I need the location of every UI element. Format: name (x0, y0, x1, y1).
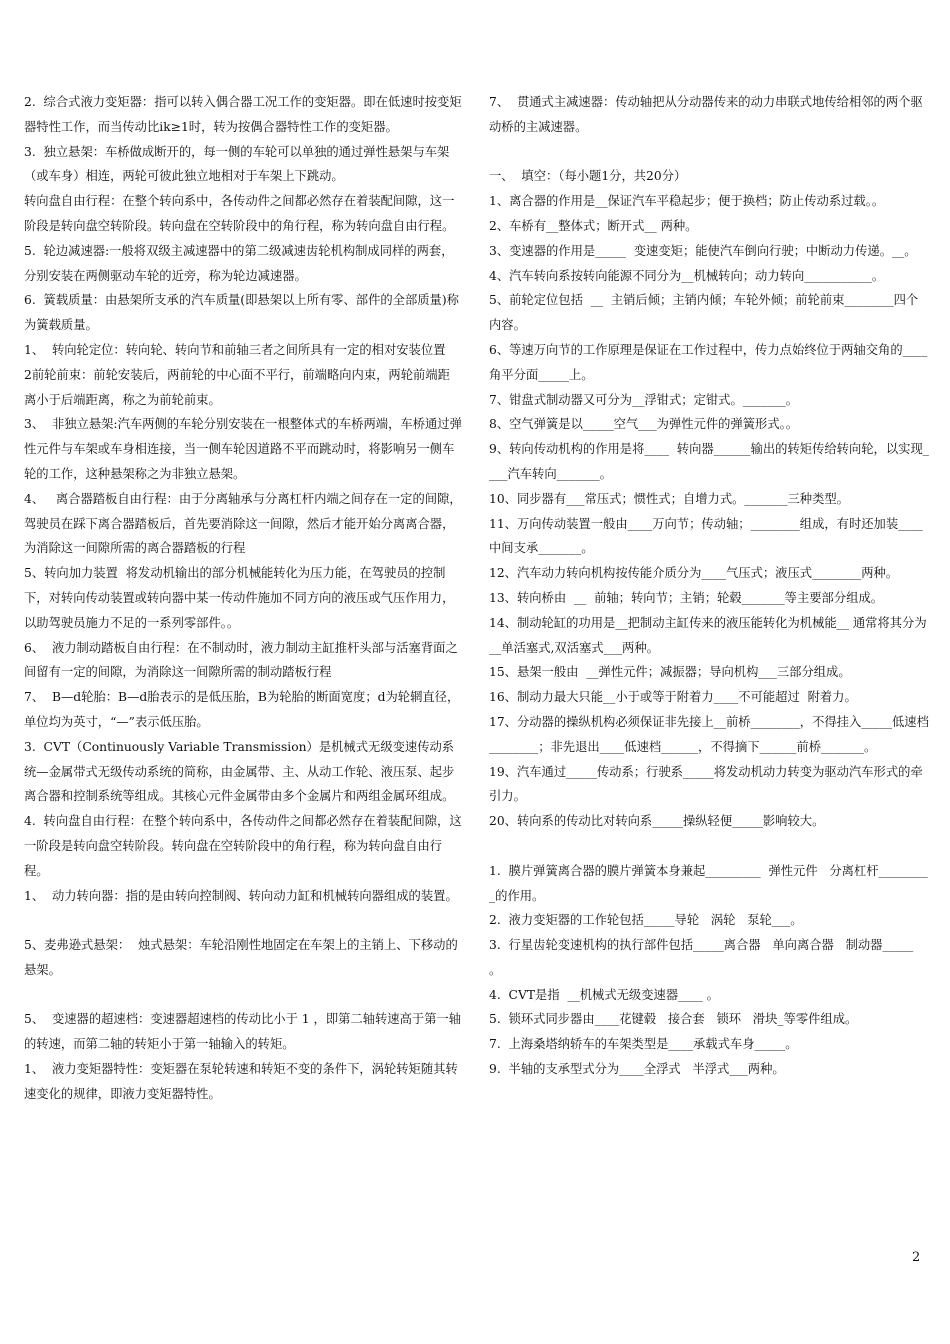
paragraph: 3、变速器的作用是_____ 变速变矩；能使汽车倒向行驶；中断动力传递。__。 (489, 243, 917, 258)
paragraph: 5、 变速器的超速档：变速器超速档的传动比小于 1 ，即第二轴转速高于第一轴的转速，而第二轴的转矩小于第一轴输入的转矩。 (24, 1012, 462, 1052)
paragraph: 8、空气弹簧是以_____空气___为弹性元件的弹簧形式。。 (489, 417, 799, 432)
paragraph: 1. 膜片弹簧离合器的膜片弹簧本身兼起_________ 弹性元件 分离杠杆_________的作用。 (489, 863, 928, 903)
paragraph: 20、转向系的传动比对转向系_____操纵轻便_____影响较大。 (489, 814, 825, 829)
paragraph: 4. CVT是指 __机械式无级变速器____ 。 (489, 987, 719, 1002)
paragraph: 3. 行星齿轮变速机构的执行部件包括_____离合器 单向离合器 制动器_____ 。 (489, 938, 918, 977)
blank-line (489, 140, 929, 165)
paragraph: 4、 离合器踏板自由行程：由于分离轴承与分离杠杆内端之间存在一定的间隙，驾驶员在踩下离合器踏板后，首先要消除这一间隙，然后才能开始分离离合器，为消除这一间隙所需的离合器踏板的行程 (24, 491, 462, 556)
blank-line (24, 908, 462, 933)
paragraph: 16、制动力最大只能__小于或等于附着力____不可能超过 附着力。 (489, 690, 857, 705)
paragraph: 13、转向桥由 __ 前轴；转向节；主销；轮毂_______等主要部分组成。 (489, 590, 884, 605)
paragraph: 10、同步器有___常压式；惯性式；自增力式。_______三种类型。 (489, 491, 849, 506)
paragraph: 1、 动力转向器：指的是由转向控制阀、转向动力缸和机械转向器组成的装置。 (24, 888, 458, 903)
paragraph: 6. 簧载质量：由悬架所支承的汽车质量(即悬架以上所有零、部件的全部质量)称为簧载质量。 (24, 293, 459, 333)
paragraph: 15、悬架一般由 __弹性元件；减振器；导向机构___三部分组成。 (489, 665, 851, 680)
paragraph: 1、 转向轮定位：转向轮、转向节和前轴三者之间所具有一定的相对安装位置 (24, 342, 446, 357)
blank-line (24, 983, 462, 1008)
paragraph: 2. 液力变矩器的工作轮包括_____导轮 涡轮 泵轮___。 (489, 913, 803, 928)
left-column (24, 90, 462, 1107)
paragraph: 9. 半轴的支承型式分为____全浮式 半浮式___两种。 (489, 1062, 785, 1077)
paragraph: 5、转向加力装置 将发动机输出的部分机械能转化为压力能，在驾驶员的控制下，对转向传动装置或转向器中某一传动件施加不同方向的液压或气压作用力，以助驾驶员施力不足的一系列零部件。。 (24, 566, 455, 630)
paragraph: 9、转向传动机构的作用是将____ 转向器______输出的转矩传给转向轮，以实现____汽车转向_______。 (489, 442, 929, 481)
paragraph: 14、制动轮缸的功用是__把制动主缸传来的液压能转化为机械能__ 通常将其分为__单活塞式,双活塞式___两种。 (489, 615, 927, 655)
paragraph: 5、前轮定位包括 __ 主销后倾；主销内倾；车轮外倾；前轮前束________四个内容。 (489, 293, 919, 333)
paragraph: 6、等速万向节的工作原理是保证在工作过程中，传力点始终位于两轴交角的____角平分面_____上。 (489, 342, 928, 382)
paragraph: 7、 贯通式主减速器：传动轴把从分动器传来的动力串联式地传给相邻的两个驱动桥的主减速器。 (489, 95, 923, 134)
paragraph: 4. 转向盘自由行程：在整个转向系中，各传动件之间都必然存在着装配间隙，这一阶段是转向盘空转阶段。转向盘在空转阶段中的角行程，称为转向盘自由行程。 (24, 814, 462, 878)
paragraph: 一、 填空：（每小题1分，共20分） (489, 169, 687, 184)
paragraph: 5、麦弗逊式悬架： 烛式悬架：车轮沿刚性地固定在车架上的主销上、下移动的悬架。 (24, 938, 458, 977)
paragraph: 11、万向传动装置一般由____万向节；传动轴；________组成，有时还加装____中间支承_______。 (489, 516, 923, 556)
paragraph: 6、 液力制动踏板自由行程：在不制动时，液力制动主缸推杆头部与活塞背面之间留有一定的间隙，为消除这一间隙所需的制动踏板行程 (24, 640, 458, 680)
paragraph: 5. 轮边减速器:一般将双级主减速器中的第二级减速齿轮机构制成同样的两套，分别安装在两侧驱动车轮的近旁，称为轮边减速器。 (24, 243, 454, 283)
paragraph: 7、 B—d轮胎：B—d胎表示的是低压胎，B为轮胎的断面宽度；d为轮辋直径，单位均为英寸，“—”表示低压胎。 (24, 690, 460, 729)
paragraph: 17、分动器的操纵机构必须保证非先接上__前桥________，不得挂入_____低速档________；非先退出____低速档______，不得摘下______前桥_______。 (489, 714, 929, 754)
paragraph: 2. 综合式液力变矩器：指可以转入偶合器工况工作的变矩器。即在低速时按变矩器特性工作，而当传动比ik≥1时，转为按偶合器特性工作的变矩器。 (24, 95, 462, 134)
paragraph: 12、汽车动力转向机构按传能介质分为____气压式；液压式________两种。 (489, 566, 899, 581)
paragraph: 2前轮前束：前轮安装后，两前轮的中心面不平行，前端略向内束，两轮前端距离小于后端距离，称之为前轮前束。 (24, 367, 450, 407)
paragraph: 19、汽车通过_____传动系；行驶系_____将发动机动力转变为驱动汽车形式的牵引力。 (489, 764, 923, 804)
paragraph: 4、汽车转向系按转向能源不同分为__机械转向；动力转向___________。 (489, 268, 885, 283)
paragraph: 1、 液力变矩器特性：变矩器在泵轮转速和转矩不变的条件下，涡轮转矩随其转速变化的规律，即液力变矩器特性。 (24, 1062, 458, 1101)
paragraph: 7、钳盘式制动器又可分为__浮钳式；定钳式。_______。 (489, 392, 799, 407)
paragraph: 5. 锁环式同步器由____花键毂 接合套 锁环 滑块_等零件组成。 (489, 1012, 858, 1027)
paragraph: 转向盘自由行程：在整个转向系中，各传动件之间都必然存在着装配间隙，这一阶段是转向盘空转阶段。转向盘在空转阶段中的角行程，称为转向盘自由行程。 (24, 194, 455, 233)
paragraph: 3. CVT（Continuously Variable Transmission）是机械式无级变速传动系统—金属带式无级传动系统的简称，由金属带、主、从动工作轮、液压泵、起步离合器和控制系统等组成。其核心元件金属带由多个金属片和两组金属环组成。 (24, 739, 455, 804)
paragraph: 2、车桥有__整体式；断开式__ 两种。 (489, 218, 698, 233)
paragraph: 3、 非独立悬架:汽车两侧的车轮分别安装在一根整体式的车桥两端，车桥通过弹性元件与车架或车身相连接，当一侧车轮因道路不平而跳动时，将影响另一侧车轮的工作，这种悬架称之为非独立悬架。 (24, 417, 462, 481)
page-number: 2 (912, 1250, 921, 1265)
blank-line (489, 834, 929, 859)
paragraph: 1、离合器的作用是__保证汽车平稳起步；便于换档；防止传动系过载。。 (489, 194, 885, 209)
right-column (489, 90, 929, 1082)
paragraph: 7. 上海桑塔纳轿车的车架类型是____承载式车身_____。 (489, 1037, 798, 1052)
paragraph: 3. 独立悬架：车桥做成断开的，每一侧的车轮可以单独的通过弹性悬架与车架（或车身）相连，两轮可彼此独立地相对于车架上下跳动。 (24, 144, 450, 184)
